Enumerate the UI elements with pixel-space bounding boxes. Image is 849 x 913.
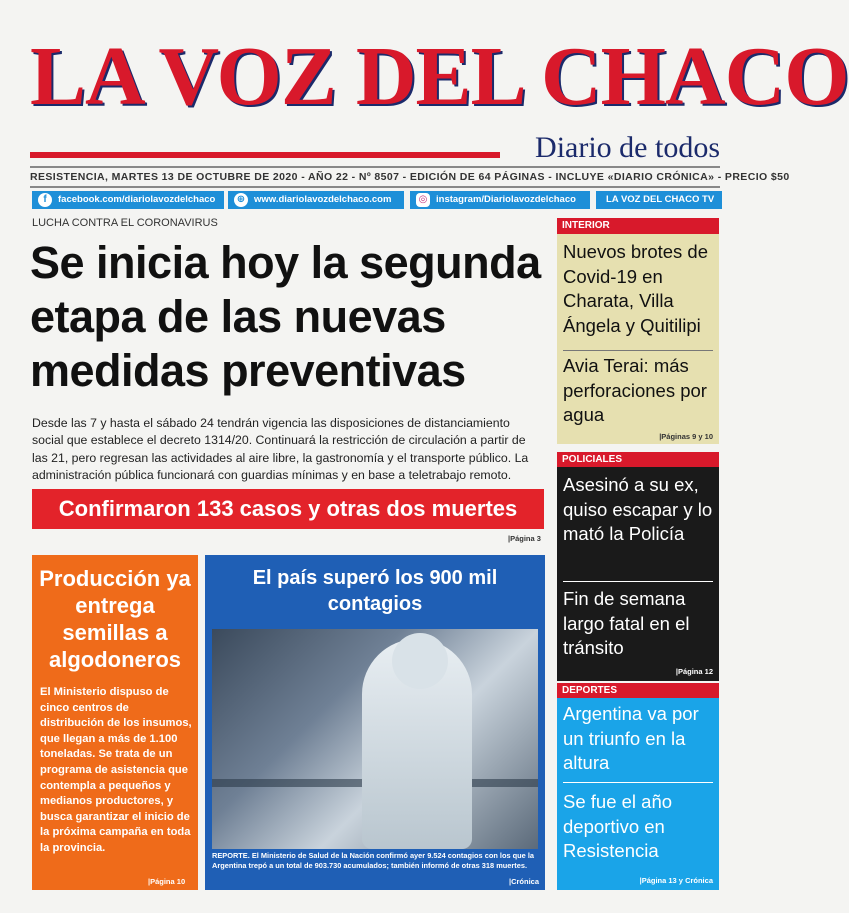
globe-icon: ⊕ (234, 193, 248, 207)
instagram-link[interactable] (410, 191, 590, 209)
interior-section (557, 234, 719, 444)
policiales-section (557, 467, 719, 681)
dateline: RESISTENCIA, MARTES 13 DE OCTUBRE DE 2020 - AÑO 22 - Nº 8507 - EDICIÓN DE 64 PÁGINAS - INCLUYE «DIARIO CRÓNICA» - PRECIO $50 (30, 166, 720, 188)
cases-banner[interactable]: Confirmaron 133 casos y otras dos muertes (32, 489, 544, 529)
main-headline[interactable]: Se inicia hoy la segunda etapa de las nuevas medidas preventivas (30, 237, 541, 396)
website-link[interactable] (228, 191, 404, 209)
covid-caption: REPORTE. El Ministerio de Salud de la Nación confirmó ayer 9.524 contagios con los que la Argentina trepó a un total de 903.730 acumulados; también informó de otras 318 muertes. (212, 851, 534, 870)
masthead (30, 22, 849, 132)
lab-worker-hood (392, 633, 448, 689)
interior-page-ref: |Páginas 9 y 10 (659, 432, 713, 441)
deportes-section-label: DEPORTES (557, 683, 719, 699)
policiales-story-1[interactable]: Asesinó a su ex, quiso escapar y lo mató la Policía (563, 474, 713, 544)
lab-photo (212, 629, 538, 849)
deportes-divider (563, 782, 713, 783)
agriculture-body: El Ministerio dispuso de cinco centros de distribución de los insumos, que llegan a más de 1.100 toneladas. Se trata de un programa de asistencia que contempla a pequeños y medianos productores, y busca garantizar el inicio de la próxima campaña en toda la provincia. (40, 686, 192, 854)
covid-title: El país superó los 900 mil contagios (252, 567, 498, 615)
policiales-divider (563, 581, 713, 582)
agriculture-page-ref: |Página 10 (148, 877, 186, 886)
facebook-label: facebook.com/diariolavozdelchaco (58, 194, 216, 205)
main-kicker: LUCHA CONTRA EL CORONAVIRUS (32, 217, 218, 229)
instagram-icon: ◎ (416, 193, 430, 207)
policiales-story-2[interactable]: Fin de semana largo fatal en el tránsito (563, 588, 690, 658)
tv-label: LA VOZ DEL CHACO TV (606, 194, 715, 205)
agriculture-title: Producción ya entrega semillas a algodoneros (39, 566, 191, 672)
tv-link[interactable] (596, 191, 722, 209)
instagram-label: instagram/Diariolavozdelchaco (436, 194, 576, 205)
deportes-page-ref: |Página 13 y Crónica (639, 876, 713, 885)
tagline: Diario de todos (535, 131, 720, 164)
policiales-page-ref: |Página 12 (675, 667, 713, 676)
interior-story-1[interactable]: Nuevos brotes de Covid-19 en Charata, Villa Ángela y Quitilipi (563, 241, 709, 336)
facebook-link[interactable] (32, 191, 224, 209)
deportes-story-2[interactable]: Se fue el año deportivo en Resistencia (563, 791, 673, 861)
banner-page-ref: |Página 3 (508, 534, 541, 543)
interior-section-label: INTERIOR (557, 218, 719, 234)
facebook-icon: f (38, 193, 52, 207)
interior-story-2[interactable]: Avia Terai: más perforaciones por agua (563, 355, 707, 425)
website-label: www.diariolavozdelchaco.com (254, 194, 392, 205)
newspaper-logo[interactable]: LA VOZ DEL CHACO (30, 30, 849, 123)
policiales-section-label: POLICIALES (557, 452, 719, 468)
covid-page-ref: |Crónica (509, 877, 540, 886)
agriculture-story[interactable] (32, 555, 198, 890)
main-lead: Desde las 7 y hasta el sábado 24 tendrán vigencia las disposiciones de distanciamiento social que establece el decreto 1314/20. Continuará la restricción de circulación a partir de las 21, pero regresan las actividades al aire libre, la gastronomía y el transporte público. La administración pública funcionará con guardias mínimas y en base a teletrabajo remoto. (32, 416, 529, 483)
deportes-story-1[interactable]: Argentina va por un triunfo en la altura (563, 703, 699, 773)
covid-story[interactable] (205, 555, 545, 890)
masthead-red-rule (30, 152, 500, 158)
deportes-section (557, 698, 719, 890)
interior-divider (563, 350, 713, 351)
